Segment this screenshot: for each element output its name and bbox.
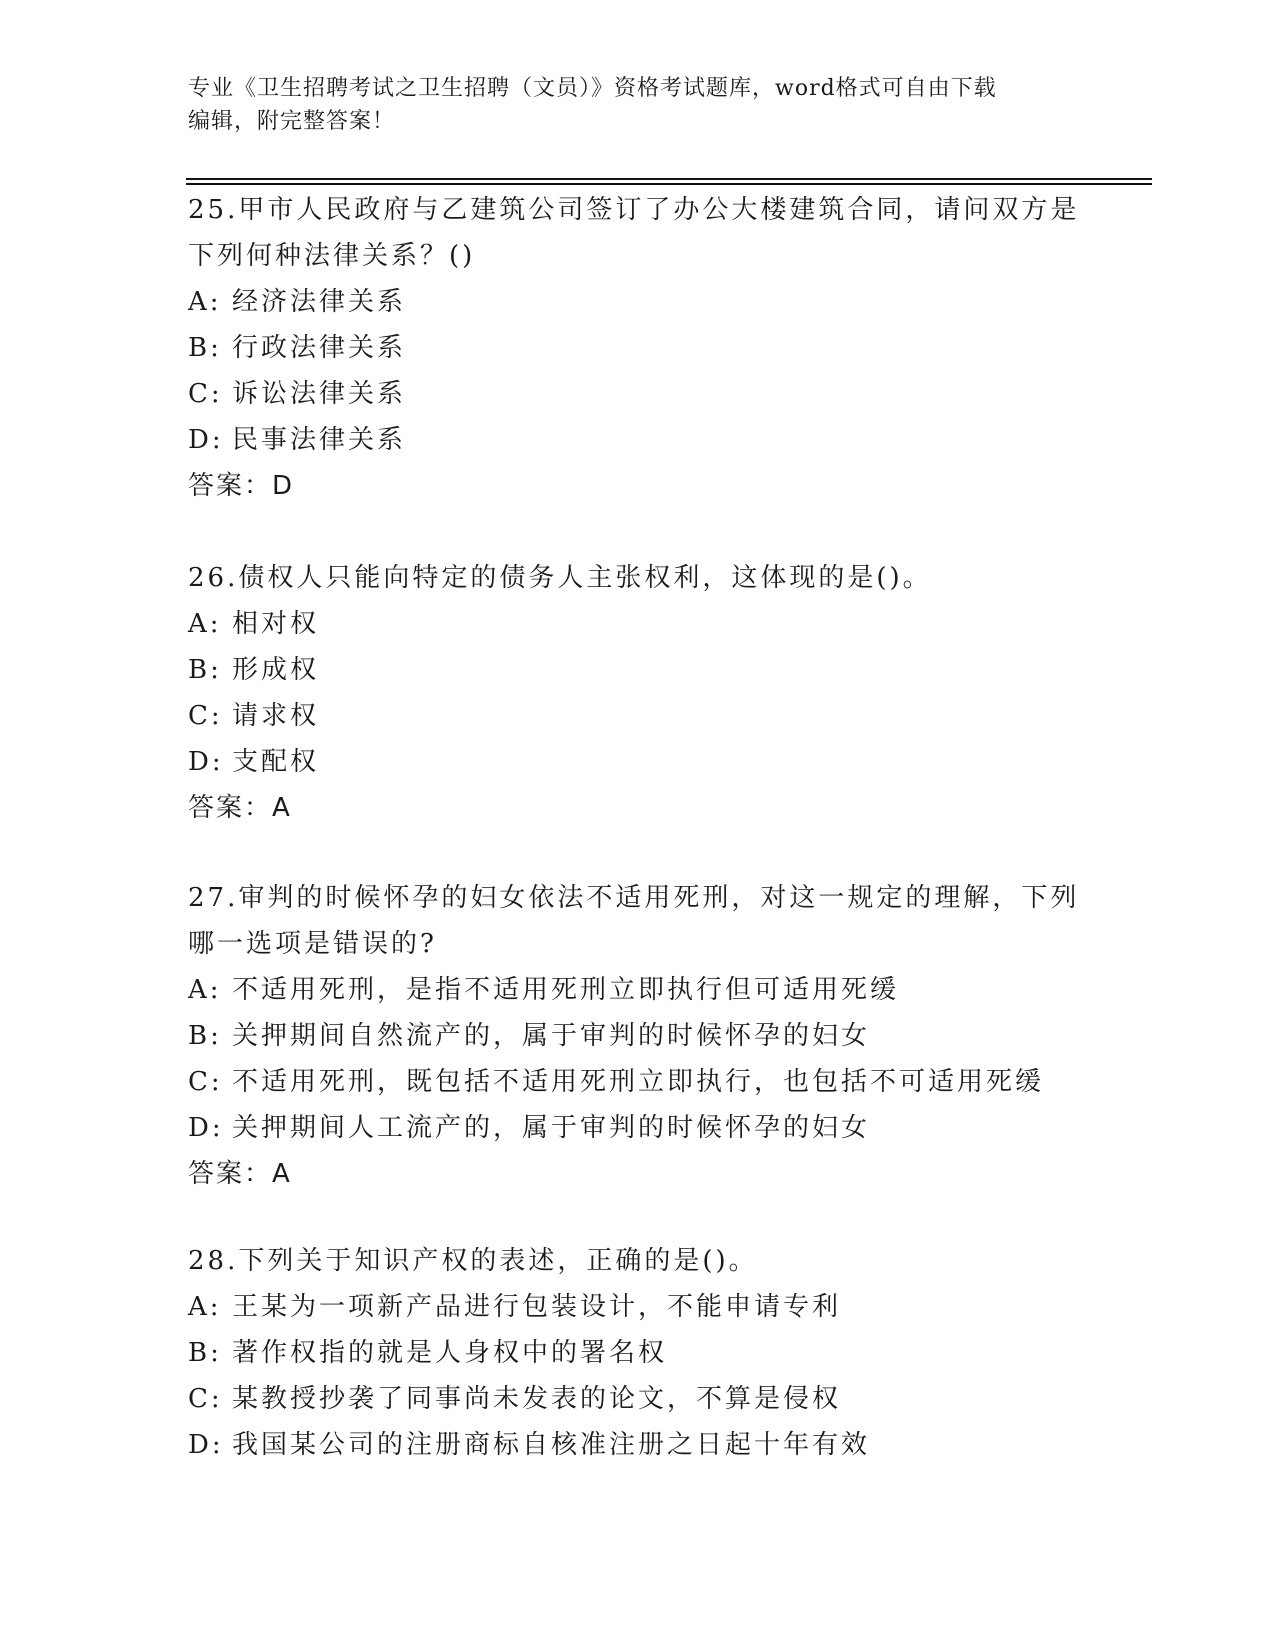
header-line-1: 专业《卫生招聘考试之卫生招聘（文员）》资格考试题库，word格式可自由下载	[188, 76, 997, 101]
option-text: 经济法律关系	[232, 287, 407, 317]
answer-line: 答案：D	[188, 471, 295, 501]
option-text: 请求权	[232, 701, 320, 731]
question-stem-line: 27.审判的时候怀孕的妇女依法不适用死刑，对这一规定的理解，下列	[188, 883, 1080, 913]
option-c	[188, 1059, 1088, 1105]
header-divider-top	[186, 178, 1152, 180]
option-key: B:	[188, 655, 222, 685]
option-text: 我国某公司的注册商标自核准注册之日起十年有效	[232, 1430, 871, 1460]
option-key: A:	[188, 975, 222, 1005]
option-key: C:	[188, 1384, 223, 1414]
option-key: A:	[188, 1292, 222, 1322]
option-text: 不适用死刑，是指不适用死刑立即执行但可适用死缓	[232, 975, 900, 1005]
option-text: 不适用死刑，既包括不适用死刑立即执行，也包括不可适用死缓	[232, 1067, 1045, 1097]
option-key: C:	[188, 1067, 223, 1097]
option-c	[188, 371, 1088, 417]
option-a	[188, 1284, 1088, 1330]
option-d	[188, 739, 1088, 785]
option-b	[188, 1330, 1088, 1376]
option-text: 民事法律关系	[232, 425, 407, 455]
question-25	[188, 187, 1088, 509]
option-b	[188, 325, 1088, 371]
header-line-2: 编辑，附完整答案！	[188, 109, 396, 134]
option-key: D:	[188, 1113, 224, 1143]
option-text: 关押期间自然流产的，属于审判的时候怀孕的妇女	[232, 1021, 871, 1051]
option-text: 支配权	[232, 747, 320, 777]
option-d	[188, 1105, 1088, 1151]
question-28	[188, 1238, 1088, 1468]
option-c	[188, 1376, 1088, 1422]
option-text: 行政法律关系	[232, 333, 407, 363]
option-key: A:	[188, 287, 222, 317]
header-divider-bottom	[186, 183, 1152, 185]
option-key: D:	[188, 425, 224, 455]
question-stem-line: 哪一选项是错误的?	[188, 929, 437, 959]
option-key: C:	[188, 379, 223, 409]
option-key: D:	[188, 1430, 224, 1460]
option-c	[188, 693, 1088, 739]
option-key: A:	[188, 609, 222, 639]
option-key: B:	[188, 333, 222, 363]
option-text: 著作权指的就是人身权中的署名权	[232, 1338, 668, 1368]
option-text: 形成权	[232, 655, 320, 685]
answer-line: 答案：A	[188, 1159, 292, 1189]
option-key: D:	[188, 747, 224, 777]
option-text: 相对权	[232, 609, 320, 639]
question-stem-line: 28.下列关于知识产权的表述，正确的是()。	[188, 1246, 758, 1276]
option-b	[188, 1013, 1088, 1059]
document-header	[188, 72, 1088, 138]
option-text: 某教授抄袭了同事尚未发表的论文，不算是侵权	[232, 1384, 842, 1414]
option-key: B:	[188, 1338, 222, 1368]
question-stem-line: 25.甲市人民政府与乙建筑公司签订了办公大楼建筑合同，请问双方是	[188, 195, 1080, 225]
answer-line: 答案：A	[188, 793, 292, 823]
option-text: 王某为一项新产品进行包装设计，不能申请专利	[232, 1292, 842, 1322]
option-a	[188, 601, 1088, 647]
option-a	[188, 279, 1088, 325]
option-b	[188, 647, 1088, 693]
option-key: B:	[188, 1021, 222, 1051]
question-26	[188, 555, 1088, 831]
option-d	[188, 417, 1088, 463]
question-27	[188, 875, 1088, 1197]
option-a	[188, 967, 1088, 1013]
option-text: 诉讼法律关系	[232, 379, 407, 409]
option-text: 关押期间人工流产的，属于审判的时候怀孕的妇女	[232, 1113, 871, 1143]
question-stem-line: 26.债权人只能向特定的债务人主张权利，这体现的是()。	[188, 563, 932, 593]
option-d	[188, 1422, 1088, 1468]
option-key: C:	[188, 701, 223, 731]
question-stem-line: 下列何种法律关系？()	[188, 241, 476, 271]
